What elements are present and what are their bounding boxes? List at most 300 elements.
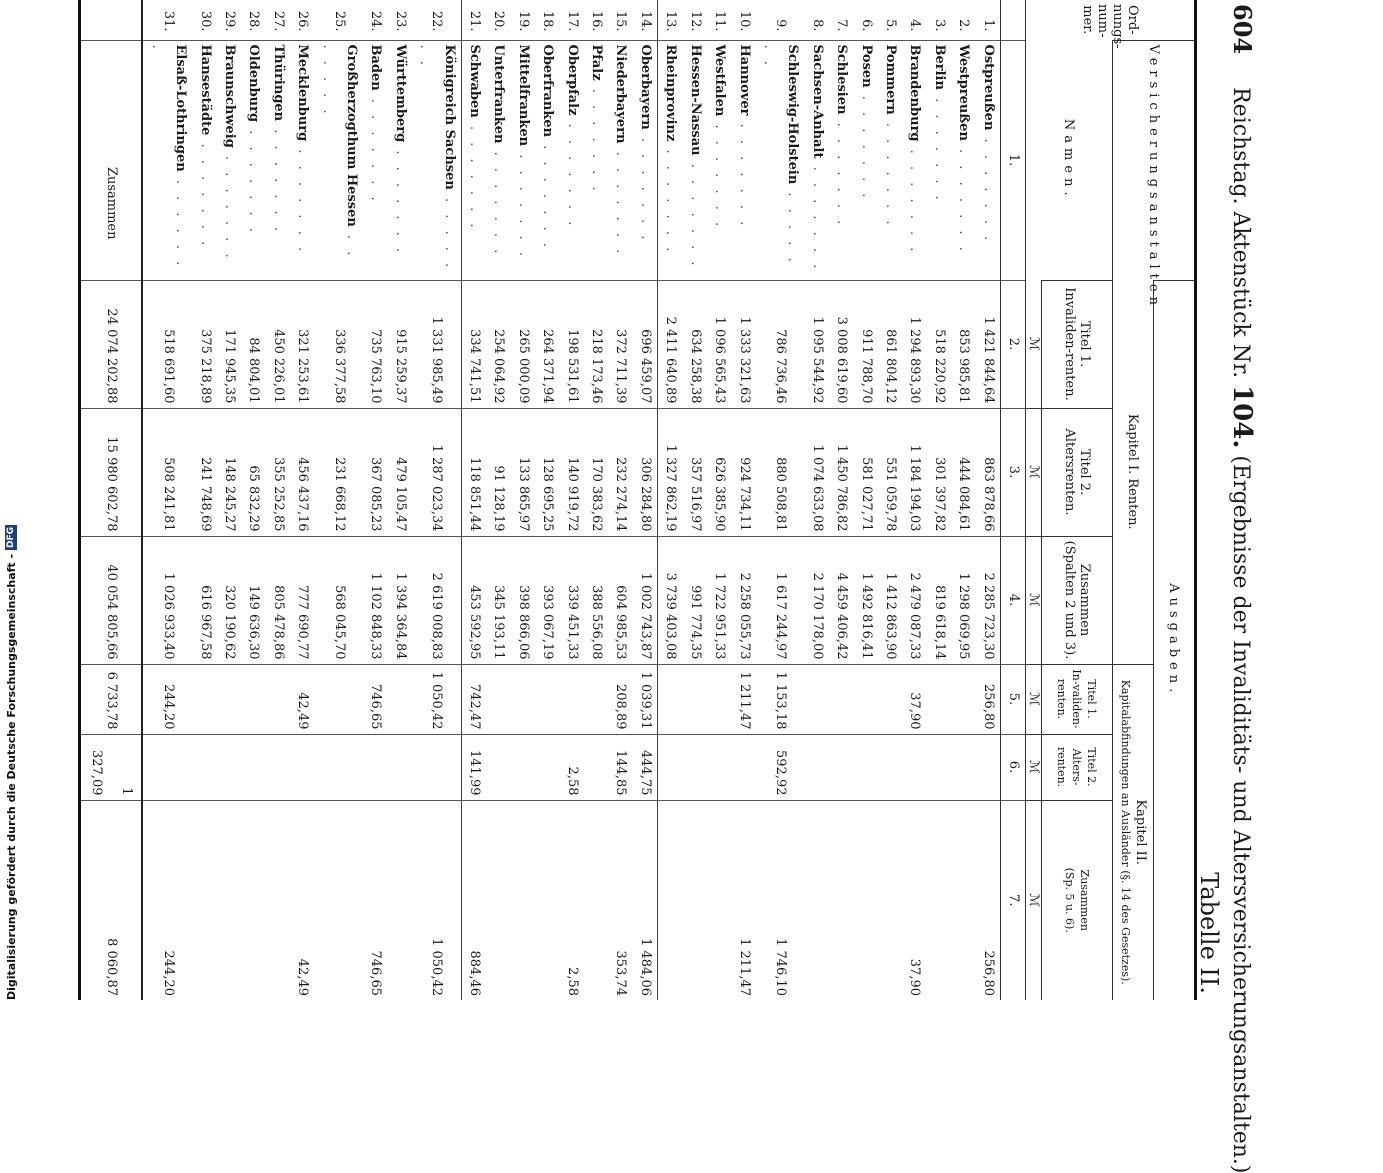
cell-name [756,40,805,280]
cell-c5 [535,664,559,734]
cell-name [461,40,486,280]
unit-c2: ℳ [1026,280,1042,408]
cell-c2: 786 736,46 [756,280,805,408]
cell-nr: 14. [633,0,658,40]
header-k2-titel2-label: Titel 2. [1085,747,1099,787]
cell-c5 [657,664,682,734]
cell-name [707,40,731,280]
leader-dots: . . . . . . . [882,114,898,229]
cell-c2: 1 331 985,49 [412,280,461,408]
cell-nr: 20. [491,10,507,32]
institution-name: Oldenburg [246,44,262,123]
cell-c4: 4 459 406,42 [829,536,853,664]
cell-c3: 924 734,11 [731,408,755,536]
total-c2: 24 074 202,88 [80,280,143,408]
page-number: 604 [1228,4,1257,55]
cell-nr: 27. [270,10,286,32]
header-k1-titel2 [1042,408,1113,536]
rotated-page [89,0,1275,1173]
cell-c7: 256,80 [975,800,1000,1000]
cell-c5 [682,664,706,734]
cell-name [657,40,682,280]
cell-name [510,40,534,280]
cell-c6 [217,734,241,800]
header-k1-titel1-label: Titel 1. [1077,320,1092,368]
cell-c2: 1 294 893,30 [902,280,926,408]
cell-c3: 148 245,27 [217,408,241,536]
cell-c7 [535,800,559,1000]
cell-c2: 634 258,38 [682,280,706,408]
cell-name [559,40,583,280]
header-k1-titel2-sub: Altersrenten. [1062,428,1077,516]
leader-dots: . . . . . . . [760,44,801,266]
cell-c3: 1 184 194,03 [902,408,926,536]
cell-c6 [486,734,510,800]
table-row [902,0,926,1000]
cell-nr: 21. [467,10,483,32]
leader-dots: . . . . . . . [417,44,457,272]
cell-c7 [265,800,289,1000]
cell-nr: 31. [160,10,176,32]
header-namen: Namen. [1026,40,1113,280]
cell-nr: 13. [663,10,679,32]
cell-c3: 231 668,12 [314,408,363,536]
table-row [265,0,289,1000]
colnum-3: 3. [1000,408,1025,536]
cell-c4: 1 102 848,33 [363,536,387,664]
institution-name: Oberpfalz [564,44,580,116]
cell-c5: 42,49 [290,664,314,734]
leader-dots: . . . . . . . [222,147,237,262]
cell-c2: 450 226,01 [265,280,289,408]
table-row [142,0,192,1000]
cell-c3: 626 385,90 [707,408,731,536]
cell-nr: 18. [540,10,556,32]
cell-c4: 819 618,14 [926,536,950,664]
leader-dots: . . . . . . . [491,143,507,258]
cell-c4: 345 193,11 [486,536,510,664]
institution-name: Ostpreußen [980,44,996,131]
cell-c6 [926,734,950,800]
cell-c3: 118 851,44 [461,408,486,536]
cell-nr: 17. [564,10,580,32]
cell-c3: 1 327 862,19 [657,408,682,536]
cell-nr: 10. [736,10,752,32]
institution-name: Mecklenburg [295,44,311,142]
cell-c3: 456 437,16 [290,408,314,536]
cell-nr: 9. [773,19,789,32]
dfg-logo: DFG [6,526,16,548]
colnum-1: 1. [1000,40,1025,280]
cell-c2: 735 763,10 [363,280,387,408]
header-k2-titel1-label: Titel 1. [1085,679,1099,719]
cell-c4: 1 026 933,40 [142,536,192,664]
cell-c3: 479 105,47 [387,408,411,536]
cell-name [633,40,658,280]
total-row [80,0,143,1000]
page-header [1227,4,1257,1173]
cell-c7: 37,90 [902,800,926,1000]
cell-c7 [951,800,975,1000]
cell-name [608,40,632,280]
total-c6: 1 327,09 [80,734,143,800]
cell-c6 [975,734,1000,800]
institution-name: Oberfranken [540,44,556,138]
header-kapitel-2-subtitle: Kapitalabfindungen an Ausländer (§. 14 des Gesetzes). [1119,679,1132,985]
cell-c4: 2 258 055,73 [731,536,755,664]
cell-c4: 453 592,95 [461,536,486,664]
cell-c6 [804,734,828,800]
cell-c5 [829,664,853,734]
institution-name: Schwaben [467,44,483,118]
cell-c6 [412,734,461,800]
cell-c3: 232 274,14 [608,408,632,536]
cell-c4: 1 394 364,84 [387,536,411,664]
cell-name [217,40,241,280]
cell-c3: 355 252,85 [265,408,289,536]
table-row [853,0,877,1000]
cell-c5: 1 039,31 [633,664,658,734]
cell-c5 [853,664,877,734]
table-row [290,0,314,1000]
cell-c3: 301 397,82 [926,408,950,536]
institution-name: Baden [368,44,384,91]
cell-name [241,40,265,280]
cell-nr: 19. [515,10,531,32]
cell-name [584,40,608,280]
institution-name: Brandenburg [907,44,923,142]
cell-c3: 367 085,23 [363,408,387,536]
unit-c4: ℳ [1026,536,1042,664]
cell-c5 [951,664,975,734]
cell-name [314,40,363,280]
table-row [217,0,241,1000]
cell-c2: 915 259,37 [387,280,411,408]
cell-c2: 853 985,81 [951,280,975,408]
total-label: Zusammen [80,40,143,280]
cell-c2: 1 421 844,64 [975,280,1000,408]
institution-name: Pfalz [589,44,605,81]
cell-nr: 4. [907,19,923,32]
cell-c2: 375 218,89 [192,280,216,408]
cell-nr: 26. [295,10,311,32]
leader-dots: . . . . . . . [980,130,996,245]
cell-c2: 336 377,58 [314,280,363,408]
cell-c7: 746,65 [363,800,387,1000]
institution-name: Pommern [882,44,898,115]
cell-c4: 805 478,86 [265,536,289,664]
cell-c5 [314,664,363,734]
cell-c6: 2,58 [559,734,583,800]
cell-name [290,40,314,280]
cell-c5: 208,89 [608,664,632,734]
cell-nr: 29. [222,10,237,32]
cell-c7 [707,800,731,1000]
cell-c4: 1 298 069,95 [951,536,975,664]
cell-c7: 244,20 [142,800,192,1000]
cell-c6: 444,75 [633,734,658,800]
cell-c6 [731,734,755,800]
header-k1-zusammen-label: Zusammen [1077,563,1092,637]
cell-c6 [853,734,877,800]
cell-c3: 140 919,72 [559,408,583,536]
cell-c3: 508 241,81 [142,408,192,536]
leader-dots: . . . . . . . [392,142,408,257]
cell-c4: 568 045,70 [314,536,363,664]
header-kapitel-1: Kapitel I. Renten. [1113,280,1154,664]
cell-name [265,40,289,280]
cell-name [926,40,950,280]
cell-c2: 3 008 619,60 [829,280,853,408]
header-k2-zusammen-label: Zusammen [1078,869,1091,931]
cell-nr: 15. [613,10,629,32]
leader-dots: . . . . . . . [907,141,923,256]
colnum-0 [1000,0,1025,40]
header-k1-zusammen-sub: (Spalten 2 und 3). [1062,540,1077,660]
cell-c5: 256,80 [975,664,1000,734]
table-label: Tabelle II. [1195,872,1223,994]
cell-c6: 144,85 [608,734,632,800]
institution-name: Rheinprovinz [663,44,679,142]
cell-nr: 2. [956,19,972,32]
cell-name [682,40,706,280]
document-number: 104. [1227,385,1257,449]
leader-dots: . . . . . . . [270,121,286,235]
cell-c6 [387,734,411,800]
table-row [926,0,950,1000]
cell-c7 [217,800,241,1000]
total-c7: 8 060,87 [80,800,143,1000]
cell-c6 [682,734,706,800]
cell-c3: 880 508,81 [756,408,805,536]
leader-dots: . . . . . . . [858,87,874,202]
table-row [192,0,216,1000]
cell-c2: 518 220,92 [926,280,950,408]
cell-c6 [314,734,363,800]
cell-c5 [486,664,510,734]
cell-nr: 28. [246,10,262,32]
cell-c5 [559,664,583,734]
table-row [731,0,755,1000]
header-k1-titel1 [1042,280,1113,408]
cell-c2: 911 788,70 [853,280,877,408]
cell-c6 [951,734,975,800]
cell-c4: 339 451,33 [559,536,583,664]
cell-c6 [363,734,387,800]
leader-dots: . . . . . . . [540,137,556,251]
institution-name: Westpreußen [956,44,972,141]
cell-name [412,40,461,280]
cell-c6 [535,734,559,800]
table-row [510,0,534,1000]
table-row [682,0,706,1000]
publication-title: Reichstag. Aktenstück Nr. [1228,87,1253,379]
unit-c7: ℳ [1026,800,1042,1000]
cell-c3: 65 832,29 [241,408,265,536]
header-k2-zusammen [1042,800,1113,1000]
cell-c7: 353,74 [608,800,632,1000]
institution-name: Hannover [736,44,752,116]
table-row [461,0,486,1000]
colnum-2: 2. [1000,280,1025,408]
footer-credit-text: Digitalisierung gefördert durch die Deutsche Forschungsgemeinschaft - [4,553,18,1000]
cell-c2: 84 804,01 [241,280,265,408]
cell-c2: 264 371,94 [535,280,559,408]
header-ordnungsnummer: Ord-nungs-num-mer. [1026,0,1196,40]
cell-c4: 393 067,19 [535,536,559,664]
cell-c3: 357 516,97 [682,408,706,536]
leader-dots: . . . . . . . [613,143,629,258]
cell-nr: 7. [834,19,850,32]
cell-nr: 1. [980,19,996,32]
header-k2-titel2 [1042,734,1113,800]
cell-c2: 518 691,60 [142,280,192,408]
cell-c3: 306 284,80 [633,408,658,536]
header-k2-titel1-sub: In-validen-renten. [1055,669,1084,729]
table-row [314,0,363,1000]
unit-c5: ℳ [1026,664,1042,734]
header-kapitel-2 [1113,664,1154,1000]
cell-name [878,40,902,280]
footer-credit [0,0,22,1000]
leader-dots: . . . . . . . [197,135,213,250]
cell-c7: 1 050,42 [412,800,461,1000]
cell-c2: 696 459,07 [633,280,658,408]
cell-c6 [290,734,314,800]
table-row [584,0,608,1000]
institution-name: Westfalen [712,44,728,117]
cell-c4: 616 967,58 [192,536,216,664]
leader-dots: . . . . . . . [637,129,653,244]
cell-c7 [192,800,216,1000]
cell-nr: 6. [858,19,874,32]
institution-name: Braunschweig [222,44,237,148]
header-k2-titel2-sub: Alters-renten. [1055,746,1084,788]
cell-c4: 2 170 178,00 [804,536,828,664]
institution-name: Posen [858,44,874,88]
cell-c2: 372 711,39 [608,280,632,408]
table-row [804,0,828,1000]
leader-dots: . . . . . . . [295,141,311,256]
cell-name [731,40,755,280]
leader-dots: . . . . . . . [368,90,384,205]
header-kapitel-2-title: Kapitel II. [1133,799,1148,866]
cell-c7 [387,800,411,1000]
institution-name: Oberbayern [637,44,653,130]
cell-c2: 1 096 565,43 [707,280,731,408]
cell-c4: 320 190,62 [217,536,241,664]
cell-c4: 149 636,30 [241,536,265,664]
cell-nr: 24. [368,10,384,32]
leader-dots: . . . . . . . [931,89,947,204]
table-row [412,0,461,1000]
cell-name [829,40,853,280]
header-k2-titel1 [1042,664,1113,734]
cell-c6 [241,734,265,800]
cell-name [363,40,387,280]
cell-c5: 244,20 [142,664,192,734]
cell-c5 [192,664,216,734]
cell-c7 [584,800,608,1000]
institution-name: Königreich Sachsen [441,44,457,190]
table-row [829,0,853,1000]
cell-c5 [510,664,534,734]
cell-c2: 334 741,51 [461,280,486,408]
colnum-7: 7. [1000,800,1025,1000]
table-row [363,0,387,1000]
cell-nr: 5. [882,19,898,32]
cell-c5 [265,664,289,734]
total-c3: 15 980 602,78 [80,408,143,536]
institution-name: Berlin [931,44,947,90]
cell-c3: 91 128,19 [486,408,510,536]
unit-c3: ℳ [1026,408,1042,536]
cell-c7: 1 746,10 [756,800,805,1000]
cell-c2: 171 945,35 [217,280,241,408]
cell-c7 [829,800,853,1000]
cell-c5: 1 153,18 [756,664,805,734]
cell-c5 [926,664,950,734]
leader-dots: . . . . . . . [834,114,850,229]
cell-c2: 1 095 544,92 [804,280,828,408]
cell-c6 [829,734,853,800]
institution-name: Sachsen-Anhalt [809,44,825,159]
document-subtitle: (Ergebnisse der Invaliditäts- und Altersversicherungsanstalten.) [1228,455,1253,1173]
cell-c6 [584,734,608,800]
cell-c5 [584,664,608,734]
cell-c7 [314,800,363,1000]
table-body [80,0,1026,1000]
institution-name: Unterfranken [491,44,507,144]
cell-c4: 3 739 403,08 [657,536,682,664]
table-row [486,0,510,1000]
cell-c4: 2 619 008,83 [412,536,461,664]
cell-c6 [707,734,731,800]
cell-name [902,40,926,280]
cell-nr: 8. [809,19,825,32]
cell-c2: 861 804,12 [878,280,902,408]
cell-c4: 1 412 863,90 [878,536,902,664]
cell-name [387,40,411,280]
cell-c3: 170 383,62 [584,408,608,536]
institution-name: Niederbayern [613,44,629,144]
cell-c2: 265 000,09 [510,280,534,408]
cell-c6: 592,92 [756,734,805,800]
cell-c3: 581 027,71 [853,408,877,536]
cell-name [142,40,192,280]
table-row [535,0,559,1000]
cell-c4: 991 774,35 [682,536,706,664]
leader-dots: . . . . . . . [736,115,752,230]
cell-c3: 444 084,61 [951,408,975,536]
cell-c7 [241,800,265,1000]
leader-dots: . . . . . . . [515,146,531,260]
leader-dots: . . . . . . . [956,140,972,255]
institution-name: Württemberg [392,44,408,143]
cell-name [951,40,975,280]
institution-name: Hansestädte [197,44,213,136]
cell-c2: 321 253,61 [290,280,314,408]
cell-nr: 25. [331,10,347,32]
cell-c5: 746,65 [363,664,387,734]
cell-c7 [878,800,902,1000]
cell-c7 [804,800,828,1000]
cell-c5 [804,664,828,734]
institution-name: Schleswig-Holstein [785,44,801,185]
cell-total-empty [80,0,143,40]
cell-name [853,40,877,280]
cell-c5: 37,90 [902,664,926,734]
